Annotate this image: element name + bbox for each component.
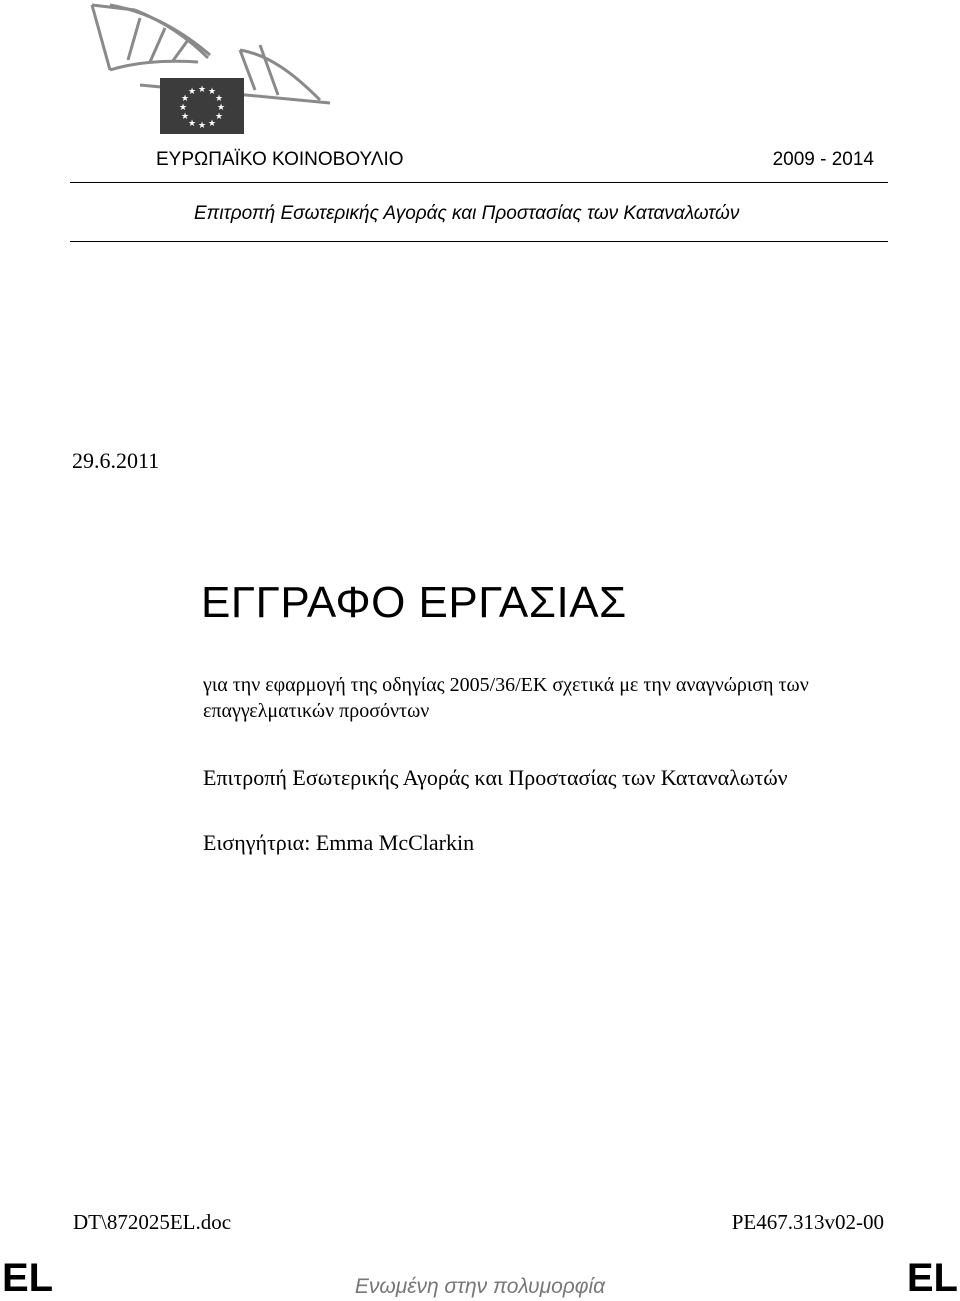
document-type-title: ΕΓΓΡΑΦΟ ΕΡΓΑΣΙΑΣ xyxy=(201,578,627,627)
language-code-right: EL xyxy=(906,1256,958,1300)
svg-text:★: ★ xyxy=(214,94,224,104)
parliamentary-term: 2009 - 2014 xyxy=(772,149,874,170)
svg-text:★: ★ xyxy=(214,112,224,122)
svg-text:★: ★ xyxy=(187,119,197,129)
language-code-left: EL xyxy=(2,1256,54,1300)
parliament-hemicycle-icon xyxy=(80,0,340,140)
svg-text:★: ★ xyxy=(197,85,207,95)
svg-text:★: ★ xyxy=(207,87,217,97)
institution-name: ΕΥΡΩΠΑΪΚΟ ΚΟΙΝΟΒΟΥΛΙΟ xyxy=(156,149,404,170)
svg-text:★: ★ xyxy=(187,87,197,97)
eu-motto: Ενωμένη στην πολυμορφία xyxy=(354,1275,606,1298)
document-reference: DT\872025EL.doc xyxy=(73,1210,232,1234)
svg-text:★: ★ xyxy=(207,119,217,129)
european-parliament-logo xyxy=(80,0,340,140)
svg-text:★: ★ xyxy=(197,121,207,131)
committee-header: Επιτροπή Εσωτερικής Αγοράς και Προστασίας των Καταναλωτών xyxy=(194,203,740,224)
header-divider-bottom xyxy=(70,241,888,242)
svg-text:★: ★ xyxy=(180,94,190,104)
pe-reference: PE467.313v02-00 xyxy=(731,1210,884,1234)
svg-text:★: ★ xyxy=(178,103,188,113)
document-subject: για την εφαρμογή της οδηγίας 2005/36/ΕΚ σχετικά με την αναγνώριση των επαγγελματικών προσόντων xyxy=(203,674,809,722)
rapporteur: Εισηγήτρια: Emma McClarkin xyxy=(203,830,475,855)
responsible-committee: Επιτροπή Εσωτερικής Αγοράς και Προστασίας των Καταναλωτών xyxy=(203,765,788,790)
svg-text:★: ★ xyxy=(216,103,226,113)
document-date: 29.6.2011 xyxy=(72,448,160,473)
header-divider-top xyxy=(70,182,888,183)
svg-text:★: ★ xyxy=(180,112,190,122)
